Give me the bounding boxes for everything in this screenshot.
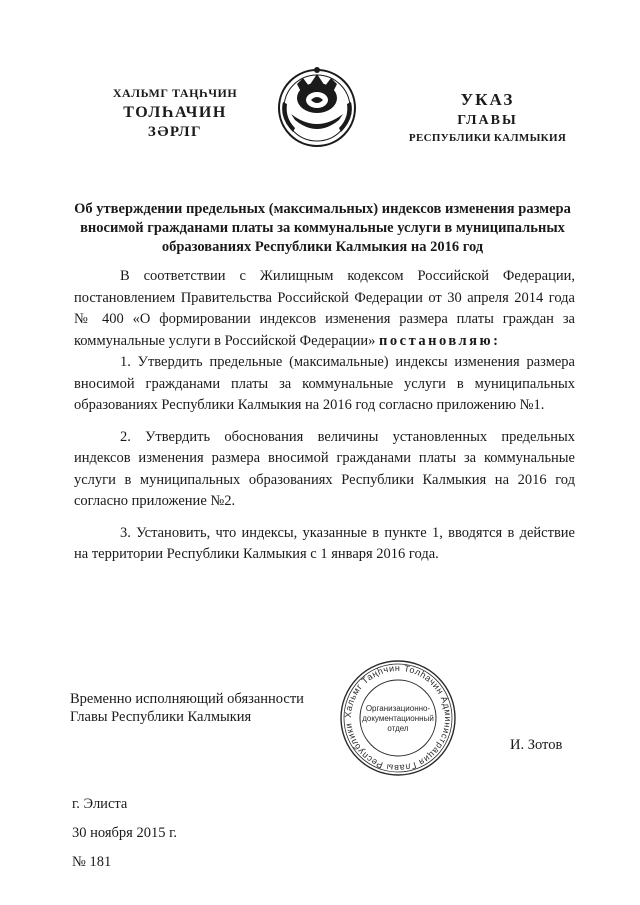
official-seal bbox=[338, 658, 458, 778]
header-right-line2: ГЛАВЫ bbox=[457, 113, 518, 128]
header-left-line1: ХАЛЬМГ ТАҢҺЧИН bbox=[112, 86, 238, 100]
header-left-block bbox=[100, 86, 250, 141]
coat-of-arms-icon bbox=[273, 62, 361, 150]
item-1: 1. Утвердить предельные (максимальные) индексы изменения размера вносимой гражданами платы за коммунальные услуги в муниципальных образованиях Республики Калмыкия на 2016 год согласно приложению №1. bbox=[74, 354, 575, 413]
item-2: 2. Утвердить обоснования величины установленных предельных индексов изменения размера вносимой гражданами платы за коммунальные услуги в муниципальных образованиях Республики Калмыкия на 2016 год согласно приложение №2. bbox=[74, 428, 575, 509]
signatory-position-line1: Временно исполняющий обязанности bbox=[70, 691, 304, 707]
seal-inner-line1: Организационно- bbox=[365, 704, 431, 713]
header-right-block bbox=[400, 90, 575, 144]
signatory-name: И. Зотов bbox=[510, 737, 563, 753]
document-footer bbox=[72, 790, 177, 877]
header-right-line3: РЕСПУБЛИКИ КАЛМЫКИЯ bbox=[408, 132, 567, 144]
preamble-paragraph bbox=[74, 266, 575, 352]
header-right-line1: УКАЗ bbox=[460, 90, 515, 109]
document-title: Об утверждении предельных (максимальных) индексов изменения размера вносимой гражданами платы за коммунальные услуги в муниципальных образованиях Республики Калмыкия на 2016 год bbox=[74, 201, 571, 255]
footer-city: г. Элиста bbox=[72, 796, 128, 812]
seal-inner-line2: документационный bbox=[362, 714, 434, 723]
decree-word: постановляю: bbox=[379, 332, 501, 349]
footer-date: 30 ноября 2015 г. bbox=[72, 825, 178, 841]
footer-number: № 181 bbox=[72, 854, 112, 870]
signatory-position-line2: Главы Республики Калмыкия bbox=[70, 709, 252, 725]
header-left-line3: ЗӘРЛГ bbox=[147, 124, 203, 140]
preamble-text: В соответствии с Жилищным кодексом Российской Федерации, постановлением Правительства Российской Федерации от 30 апреля 2014 года № 400 «О формировании индексов изменения размера платы граждан за коммунальные услуги в Российской Федерации» bbox=[74, 268, 575, 349]
seal-outer-text: Хальмг Таңһчин Толһачин Администрация Главы Республики bbox=[342, 662, 454, 774]
document-body bbox=[74, 266, 575, 576]
seal-inner-line3: отдел bbox=[387, 724, 409, 733]
header-left-line2: ТОЛҺАЧИН bbox=[123, 104, 227, 121]
item-3: 3. Установить, что индексы, указанные в пункте 1, вводятся в действие на территории Республики Калмыкия с 1 января 2016 года. bbox=[74, 524, 575, 562]
signatory-position bbox=[70, 690, 304, 726]
